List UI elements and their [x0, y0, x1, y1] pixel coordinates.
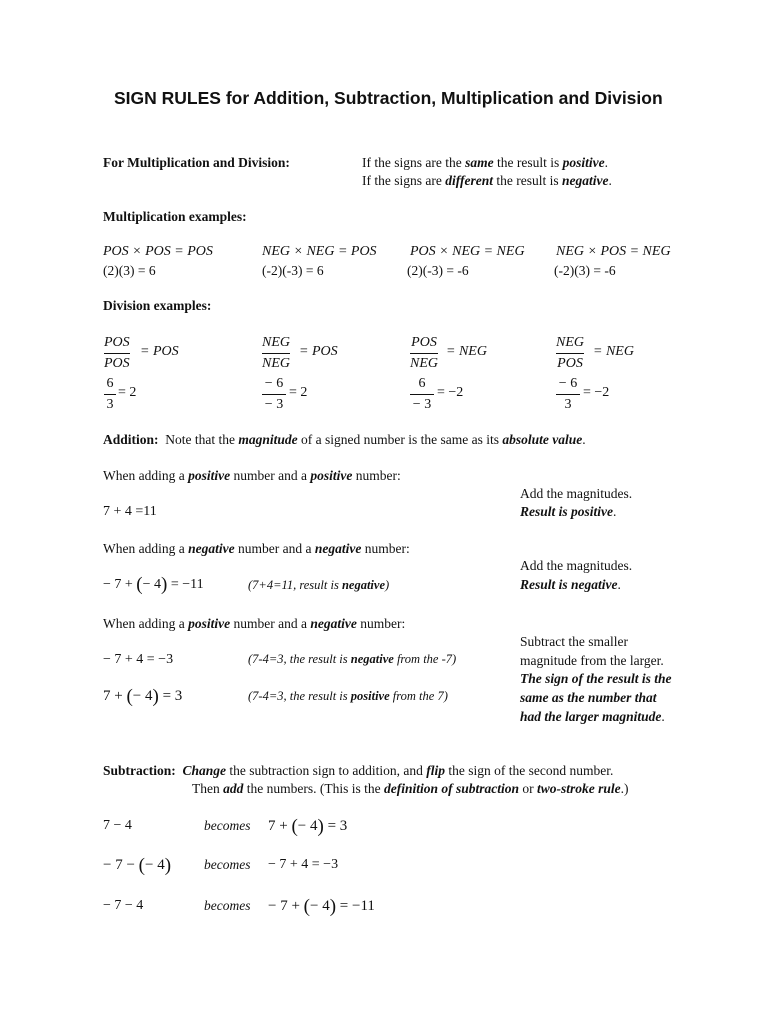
text: (7-4=3, the result is	[248, 652, 351, 666]
mult-heading: Multiplication examples:	[103, 209, 247, 224]
text: − 4	[310, 898, 330, 914]
emph-absolute-value: absolute value	[502, 432, 583, 447]
sub-row-3-becomes: becomes	[204, 898, 251, 913]
denominator: − 3	[412, 396, 432, 412]
text: .	[604, 155, 608, 170]
div-rule-2-result: = POS	[299, 344, 338, 359]
numerator: 6	[106, 376, 114, 391]
subtraction-line-1	[103, 763, 613, 779]
text: − 7 +	[268, 898, 304, 914]
div-rule-2-fraction	[262, 334, 290, 372]
emph-same: same	[465, 155, 494, 170]
emph: negative	[314, 541, 362, 556]
text: = 3	[323, 818, 348, 834]
text: from the 7)	[389, 689, 448, 703]
sub-row-2-becomes: becomes	[204, 857, 251, 872]
paren: (	[136, 574, 143, 595]
mult-example-1: (2)(3) = 6	[103, 263, 156, 278]
div-heading: Division examples:	[103, 298, 212, 313]
emph: Result is positive	[520, 504, 614, 519]
fraction-bar	[410, 353, 438, 354]
div-example-1-result: = 2	[118, 385, 137, 400]
mult-example-3: (2)(-3) = -6	[407, 263, 469, 278]
emph: negative	[350, 652, 394, 666]
text: number:	[352, 468, 401, 483]
emph-change: Change	[182, 763, 227, 778]
case3-intro	[103, 616, 405, 632]
fraction-bar	[104, 394, 116, 395]
emph-flip: flip	[426, 763, 446, 778]
paren: (	[303, 896, 310, 917]
div-rule-3-fraction	[410, 334, 438, 372]
text: )	[385, 578, 390, 592]
div-rule-4-fraction	[556, 334, 584, 372]
text: number:	[356, 616, 406, 631]
paren: (	[138, 855, 145, 876]
numerator: − 6	[558, 376, 578, 391]
paren: )	[152, 686, 159, 707]
denominator: NEG	[410, 355, 438, 371]
subtraction-line-2	[192, 781, 629, 797]
numerator: POS	[411, 335, 437, 350]
subtraction-heading: Subtraction:	[103, 763, 176, 778]
text: When adding a	[103, 616, 189, 631]
sub-row-2-lhs	[103, 855, 171, 878]
text: .	[613, 504, 617, 519]
case1-expression: 7 + 4 =11	[103, 504, 157, 519]
emph-add: add	[223, 781, 244, 796]
muldiv-heading: For Multiplication and Division:	[103, 155, 290, 170]
emph-definition: definition of subtraction	[383, 781, 520, 796]
emph: positive	[310, 468, 353, 483]
rule-same-signs	[362, 155, 608, 171]
case2-note	[248, 578, 389, 593]
text: .	[661, 708, 665, 724]
case3-expression-2	[103, 686, 182, 709]
text: number and a	[230, 468, 311, 483]
mult-rule-1: POS × POS = POS	[103, 244, 213, 259]
text: number and a	[234, 541, 315, 556]
fraction-bar	[556, 353, 584, 354]
case2-intro	[103, 541, 410, 557]
text: When adding a	[103, 468, 189, 483]
emph: negative	[341, 578, 385, 592]
paren: )	[317, 816, 324, 837]
text: number and a	[230, 616, 311, 631]
emph-magnitude: magnitude	[238, 432, 298, 447]
emph-negative: negative	[561, 173, 609, 188]
mult-rule-2: NEG × NEG = POS	[262, 244, 377, 259]
text: If the signs are the	[362, 155, 466, 170]
case2-side-1: Add the magnitudes.	[520, 558, 633, 573]
case3-note-1	[248, 652, 456, 667]
emph-different: different	[445, 173, 493, 188]
text: − 7 −	[103, 857, 139, 873]
text: or	[519, 781, 538, 796]
text: = −11	[167, 577, 204, 592]
denominator: NEG	[262, 355, 290, 371]
text: Note that the	[165, 432, 239, 447]
div-example-2-result: = 2	[289, 385, 308, 400]
sub-row-2-rhs: − 7 + 4 = −3	[268, 857, 339, 872]
emph: negative	[188, 541, 235, 556]
sub-row-1-rhs	[268, 816, 347, 839]
div-rule-4-result: = NEG	[593, 344, 634, 359]
case3-side-text	[520, 633, 680, 726]
fraction-bar	[104, 353, 130, 354]
case1-side-2	[520, 504, 616, 520]
case1-side-1: Add the magnitudes.	[520, 486, 633, 501]
denominator: 3	[564, 396, 572, 412]
numerator: NEG	[262, 335, 290, 350]
text: from the -7)	[393, 652, 457, 666]
text: − 4	[142, 577, 162, 592]
sub-row-1-becomes: becomes	[204, 818, 251, 833]
text: 7 +	[268, 818, 292, 834]
text: the numbers. (This is the	[243, 781, 384, 796]
case2-side-2	[520, 577, 621, 593]
mult-example-2: (-2)(-3) = 6	[262, 263, 324, 278]
addition-heading: Addition:	[103, 432, 159, 447]
emph: negative	[310, 616, 357, 631]
text: − 4	[297, 818, 318, 834]
text: the subtraction sign to addition, and	[226, 763, 427, 778]
numerator: NEG	[556, 335, 584, 350]
div-rule-1-fraction	[104, 334, 130, 372]
emph-positive: positive	[562, 155, 605, 170]
case1-intro	[103, 468, 401, 484]
text: = 3	[158, 688, 183, 704]
text: number:	[361, 541, 410, 556]
text: − 7 +	[103, 577, 137, 592]
div-example-4-result: = −2	[583, 385, 610, 400]
text: .	[608, 173, 612, 188]
mult-rule-3: POS × NEG = NEG	[410, 244, 525, 259]
emph: positive	[188, 468, 231, 483]
text: = −11	[336, 898, 375, 914]
text: Then	[192, 781, 224, 796]
emph: Result is negative	[520, 577, 618, 592]
text: .)	[620, 781, 629, 796]
denominator: 3	[106, 396, 114, 412]
text: Subtract the smaller magnitude from the larger.	[520, 634, 664, 668]
text: (7+4=11, result is	[248, 578, 342, 592]
div-example-4-fraction	[556, 375, 580, 413]
fraction-bar	[410, 394, 434, 395]
text: − 4	[132, 688, 153, 704]
numerator: 6	[418, 376, 426, 391]
rule-different-signs	[362, 173, 612, 189]
text: .	[617, 577, 621, 592]
emph: positive	[188, 616, 231, 631]
text: When adding a	[103, 541, 189, 556]
paren: (	[126, 686, 133, 707]
text: the result is	[492, 173, 562, 188]
denominator: − 3	[264, 396, 284, 412]
div-example-3-fraction	[410, 375, 434, 413]
div-rule-1-result: = POS	[140, 344, 179, 359]
text: If the signs are	[362, 173, 446, 188]
text: (7-4=3, the result is	[248, 689, 351, 703]
paren: )	[164, 855, 172, 876]
div-example-1-fraction	[104, 375, 116, 413]
case3-note-2	[248, 689, 448, 704]
page-title: SIGN RULES for Addition, Subtraction, Multiplication and Division	[114, 88, 663, 108]
addition-note	[103, 432, 586, 448]
text: 7 +	[103, 688, 127, 704]
case2-expression	[103, 574, 204, 597]
paren: )	[161, 574, 168, 595]
text: of a signed number is the same as its	[297, 432, 503, 447]
emph-two-stroke-rule: two-stroke rule	[537, 781, 621, 796]
mult-rule-4: NEG × POS = NEG	[556, 244, 671, 259]
mult-example-4: (-2)(3) = -6	[554, 263, 616, 278]
case3-expression-1: − 7 + 4 = −3	[103, 652, 174, 667]
numerator: POS	[104, 335, 130, 350]
div-example-2-fraction	[262, 375, 286, 413]
paren: (	[291, 816, 298, 837]
emph: The sign of the result is the same as the number that had the larger magnitude	[520, 671, 672, 724]
text: .	[582, 432, 586, 447]
fraction-bar	[262, 394, 286, 395]
div-rule-3-result: = NEG	[446, 344, 487, 359]
denominator: POS	[104, 355, 130, 371]
emph: positive	[350, 689, 390, 703]
text: the result is	[493, 155, 563, 170]
fraction-bar	[556, 394, 580, 395]
paren: )	[329, 896, 337, 917]
numerator: − 6	[264, 376, 284, 391]
sub-row-1-lhs: 7 − 4	[103, 818, 132, 833]
text: the sign of the second number.	[445, 763, 614, 778]
sub-row-3-lhs: − 7 − 4	[103, 898, 144, 913]
text: − 4	[145, 857, 165, 873]
fraction-bar	[262, 353, 290, 354]
div-example-3-result: = −2	[437, 385, 464, 400]
sub-row-3-rhs	[268, 896, 375, 919]
denominator: POS	[557, 355, 583, 371]
